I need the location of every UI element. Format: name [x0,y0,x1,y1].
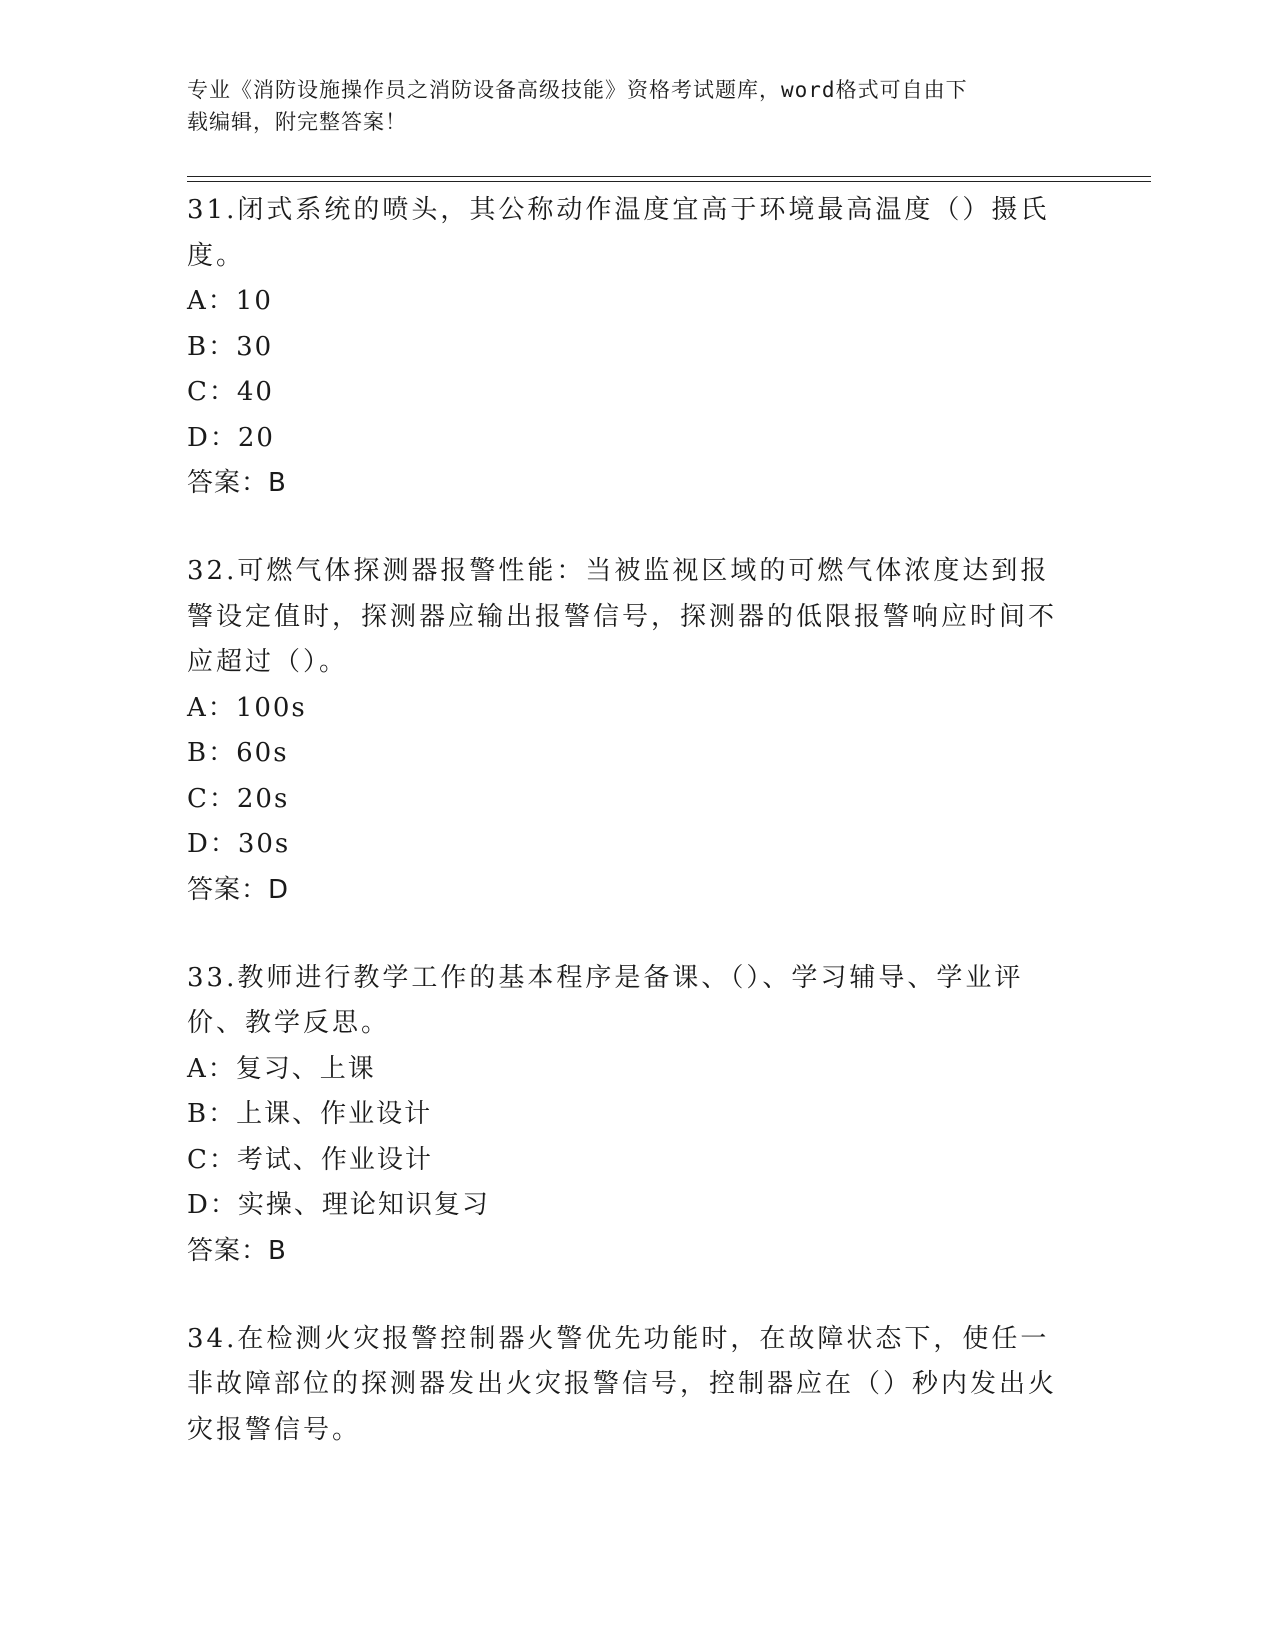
option-b: B：60s [187,738,289,768]
spacer [187,1273,1087,1317]
spacer [187,912,1087,956]
question-text: 32.可燃气体探测器报警性能：当被监视区域的可燃气体浓度达到报警设定值时，探测器应输出报警信号，探测器的低限报警响应时间不应超过（）。 [187,556,1058,677]
option-d: D：30s [187,829,291,859]
option-c: C：20s [187,783,290,814]
option-b: B：30 [187,331,274,362]
spacer [187,505,1087,549]
option-c: C：40 [187,377,274,407]
option-d: D：实操、理论知识复习 [187,1190,490,1220]
option-b: B：上课、作业设计 [187,1099,433,1129]
answer: 答案：D [187,874,290,905]
question-33 [187,956,1087,1273]
question-text: 31.闭式系统的喷头，其公称动作温度宜高于环境最高温度（）摄氏度。 [187,195,1050,271]
question-text: 34.在检测火灾报警控制器火警优先功能时，在故障状态下，使任一非故障部位的探测器发出火灾报警信号，控制器应在（）秒内发出火灾报警信号。 [187,1323,1058,1445]
question-text: 33.教师进行教学工作的基本程序是备课、（）、学习辅导、学业评价、教学反思。 [187,962,1024,1038]
question-34 [187,1317,1087,1454]
question-list [187,188,1087,1453]
option-a: A：复习、上课 [187,1053,376,1084]
option-a: A：100s [187,692,307,723]
header-divider-top [187,176,1151,177]
question-31 [187,188,1087,505]
answer: 答案：B [187,1235,287,1266]
header-line-2: 载编辑，附完整答案！ [187,110,407,134]
answer: 答案：B [187,468,287,498]
question-32 [187,549,1087,912]
document-header [187,74,1067,138]
option-a: A：10 [187,286,273,316]
header-line-1: 专业《消防设施操作员之消防设备高级技能》资格考试题库，word格式可自由下 [187,78,968,102]
option-c: C：考试、作业设计 [187,1144,433,1175]
header-divider-bottom [187,181,1151,182]
option-d: D：20 [187,422,275,453]
